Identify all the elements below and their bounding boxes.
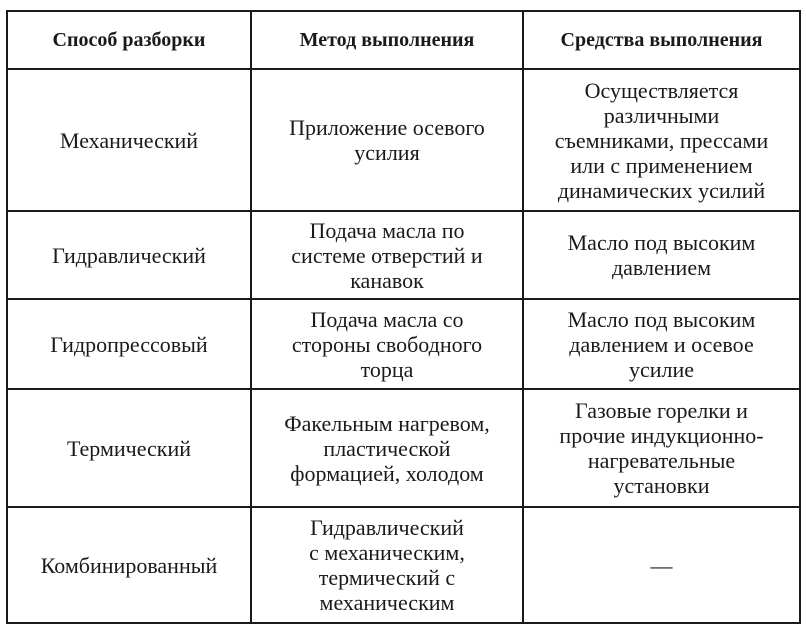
table-row xyxy=(7,389,800,507)
cell-method xyxy=(7,507,251,623)
method-text: Механический xyxy=(59,127,199,153)
cell-means xyxy=(523,389,800,507)
header-execution-means: Средства выполнения xyxy=(523,11,800,69)
cell-means xyxy=(523,299,800,389)
execution-text: Факельным нагревом, пластической формацией, холодом xyxy=(284,410,490,486)
method-text: Гидравлический xyxy=(52,242,206,268)
method-text: Комбинированный xyxy=(40,552,218,578)
cell-method xyxy=(7,69,251,211)
disassembly-methods-table xyxy=(6,10,801,624)
execution-text: Подача масла по системе отверстий и канавок xyxy=(291,217,483,293)
table-row xyxy=(7,507,800,623)
cell-means xyxy=(523,507,800,623)
table-row xyxy=(7,211,800,299)
cell-execution xyxy=(251,299,523,389)
execution-text: Приложение осевого усилия xyxy=(289,115,485,165)
method-text: Гидропрессовый xyxy=(50,331,208,357)
header-execution-method: Метод выполнения xyxy=(251,11,523,69)
empty-dash: — xyxy=(650,552,673,578)
means-text: Масло под высоким давлением xyxy=(567,230,756,280)
cell-means xyxy=(523,211,800,299)
disassembly-methods-table-container xyxy=(6,10,799,618)
execution-text: Гидравлический с механическим, термический с механическим xyxy=(309,515,465,615)
cell-execution xyxy=(251,69,523,211)
table-row xyxy=(7,299,800,389)
method-text: Термический xyxy=(66,435,192,461)
cell-execution xyxy=(251,507,523,623)
cell-means xyxy=(523,69,800,211)
header-disassembly-method: Способ разборки xyxy=(7,11,251,69)
means-text: Осуществляется различными съемниками, прессами или с применением динамических усилий xyxy=(554,77,769,203)
cell-method xyxy=(7,211,251,299)
execution-text: Подача масла со стороны свободного торца xyxy=(291,306,483,382)
cell-method xyxy=(7,299,251,389)
cell-execution xyxy=(251,211,523,299)
means-text: Газовые горелки и прочие индукционно- нагревательные установки xyxy=(559,398,764,498)
means-text: Масло под высоким давлением и осевое усилие xyxy=(567,306,756,382)
cell-execution xyxy=(251,389,523,507)
table-header-row xyxy=(7,11,800,69)
cell-method xyxy=(7,389,251,507)
table-row xyxy=(7,69,800,211)
